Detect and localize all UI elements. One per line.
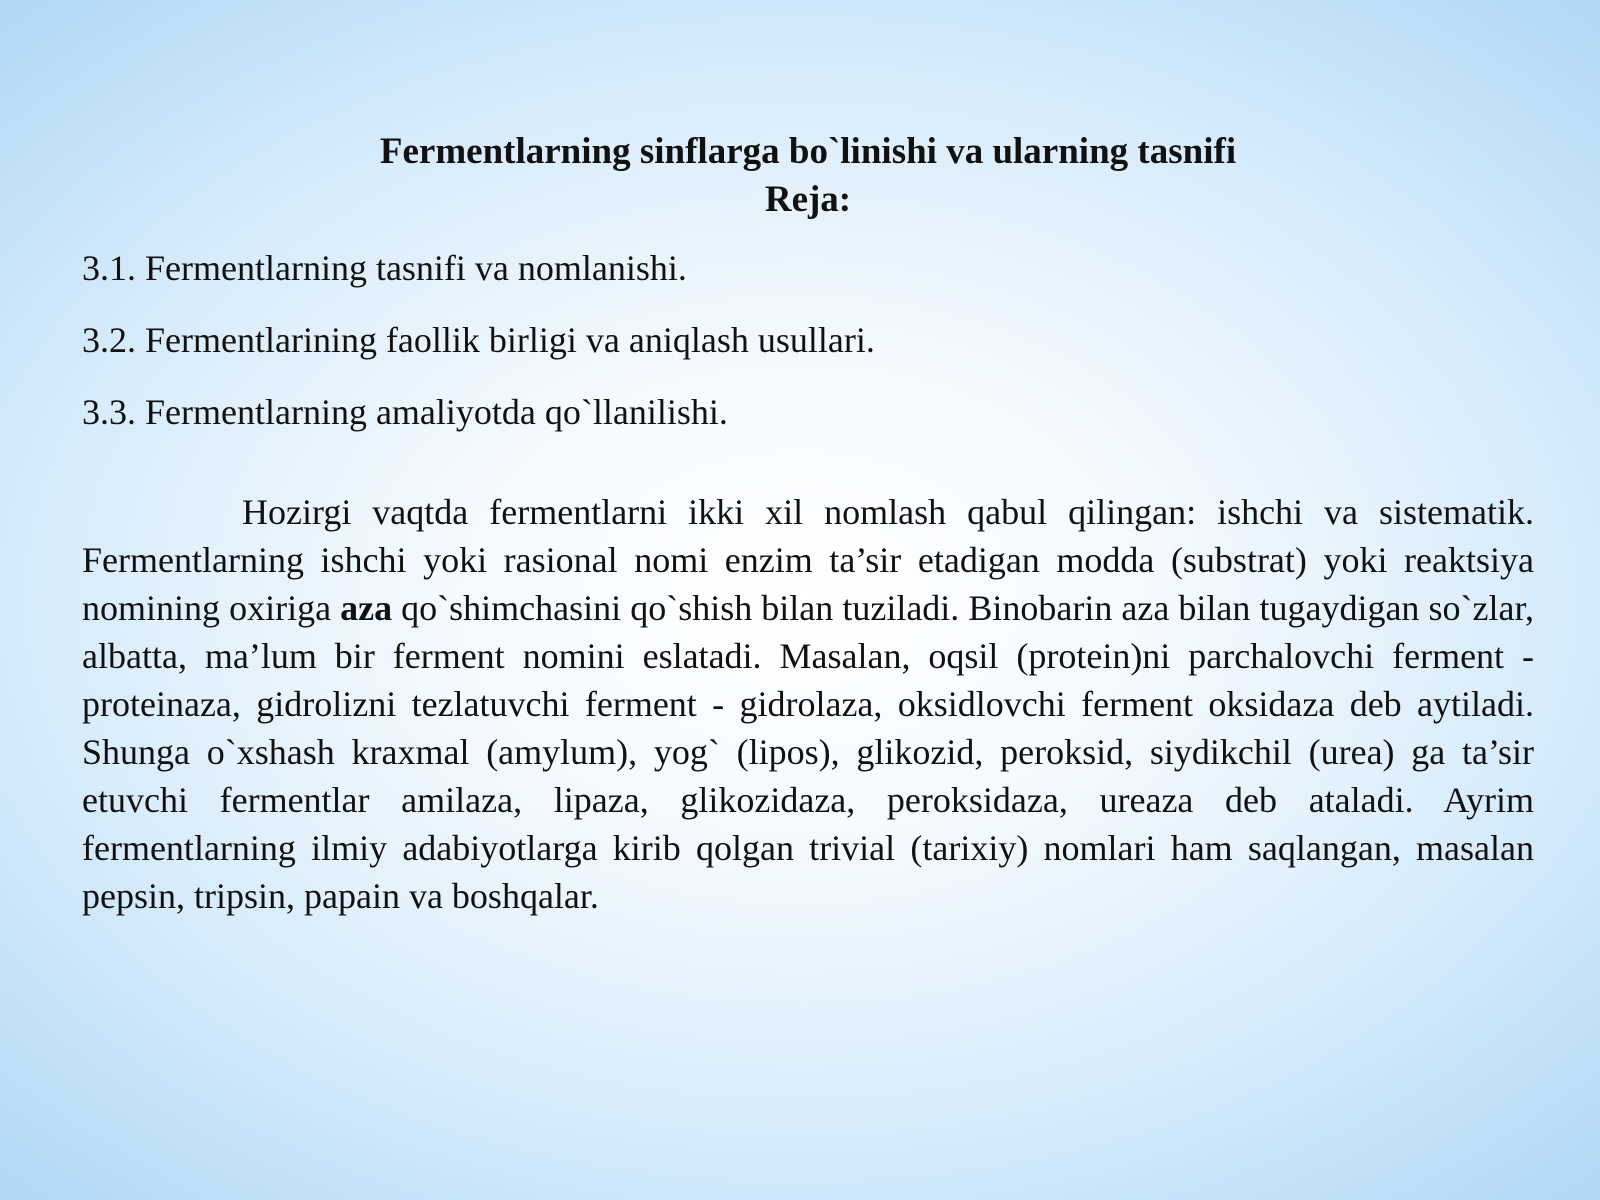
body-text-part1: Hozirgi vaqtda fermentlarni ikki xil nomlash qabul qilingan: ishchi va sistematik. Fermentlarning ishchi yoki rasional nomi enzim ta’sir etadigan modda (substrat) yoki reaktsiya nomining oxiriga bbox=[82, 492, 1534, 628]
slide-content bbox=[82, 128, 1534, 920]
plan-item-3-3: 3.3. Fermentlarning amaliyotda qo`llanilishi. bbox=[82, 392, 728, 432]
body-text-part2: qo`shimchasini qo`shish bilan tuziladi. Binobarin aza bilan tugaydigan so`zlar, albatta, ma’lum bir ferment nomini eslatadi. Masalan, oqsil (protein)ni parchalovchi ferment - proteinaza, gidrolizni tezlatuvchi ferment - gidrolaza, oksidlovchi ferment oksidaza deb aytiladi. Shunga o`xshash kraxmal (amylum), yog` (lipos), glikozid, peroksid, siydikchil (urea) ga ta’sir etuvchi fermentlar amilaza, lipaza, glikozidaza, peroksidaza, ureaza deb ataladi. Ayrim fermentlarning ilmiy adabiyotlarga kirib qolgan trivial (tarixiy) nomlari ham saqlangan, masalan pepsin, tripsin, papain va boshqalar. bbox=[82, 588, 1535, 916]
title-text: Fermentlarning sinflarga bo`linishi va ularning tasnifi bbox=[379, 131, 1237, 172]
plan-heading: Reja: bbox=[764, 179, 852, 220]
plan-list bbox=[82, 244, 1534, 436]
plan-item-3-1: 3.1. Fermentlarning tasnifi va nomlanishi. bbox=[82, 248, 687, 288]
plan-item-3-2: 3.2. Fermentlarining faollik birligi va aniqlash usullari. bbox=[82, 320, 875, 360]
body-bold-suffix: aza bbox=[340, 588, 393, 628]
body-paragraph bbox=[82, 488, 1534, 920]
slide-title bbox=[82, 128, 1534, 224]
